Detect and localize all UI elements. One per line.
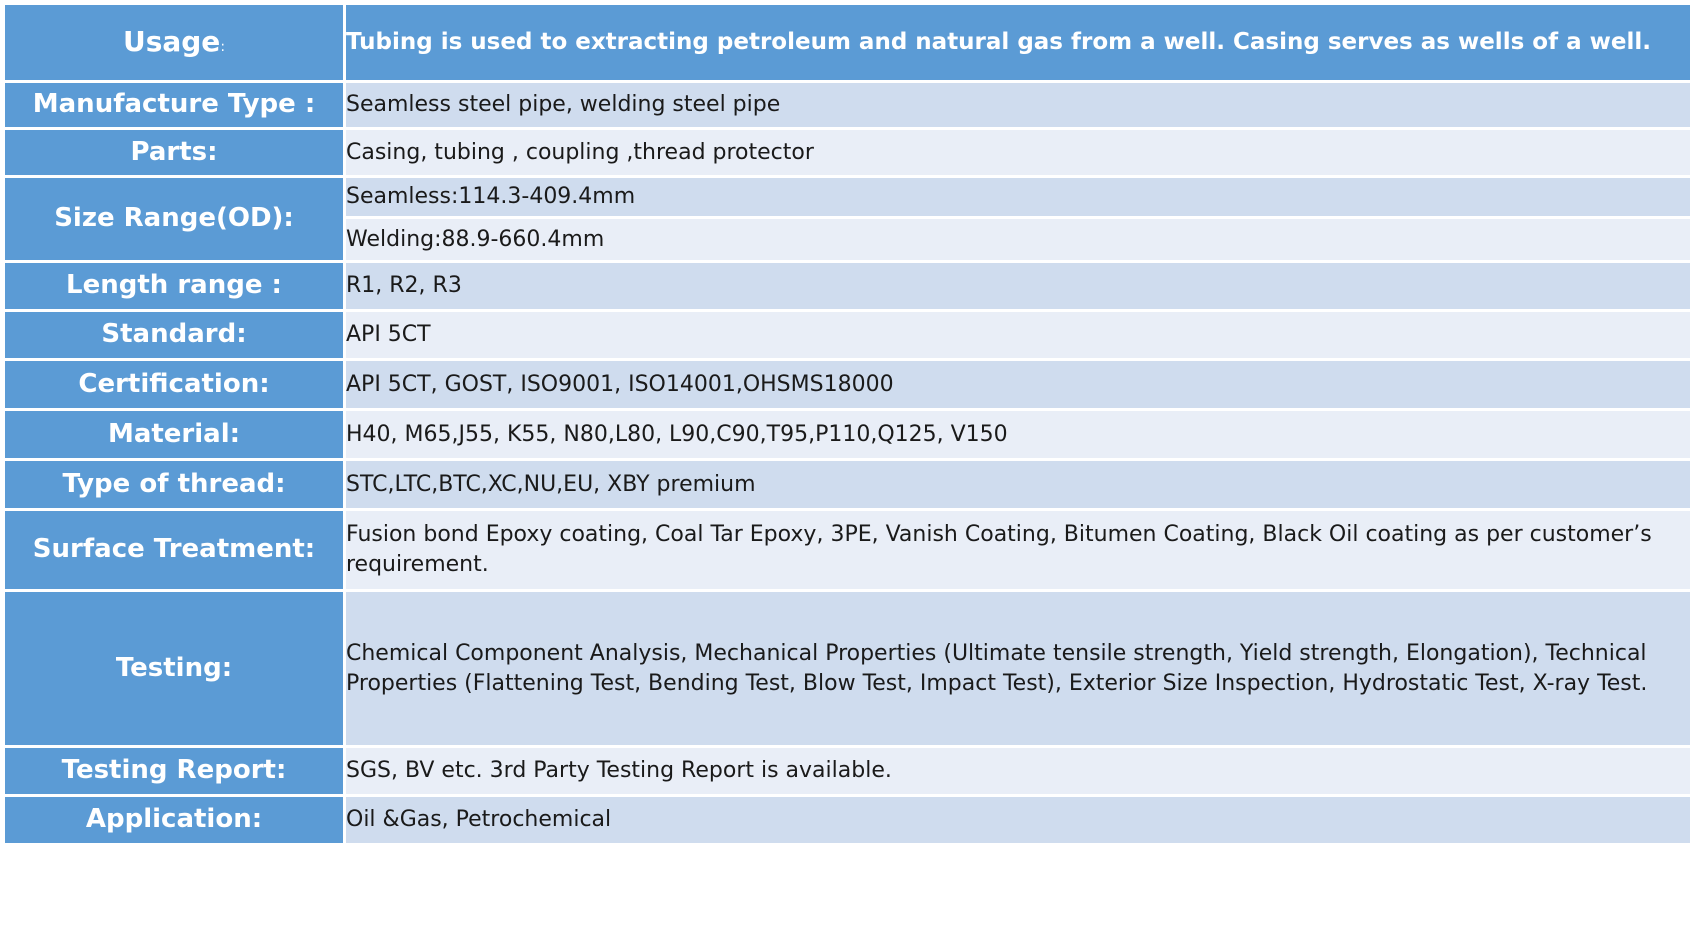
- testing-value: Chemical Component Analysis, Mechanical Properties (Ultimate tensile strength, Yield strength, Elongation), Technical Properties (Flattening Test, Bending Test, Blow Test, Impact Test), Exterior Size Inspection, Hydrostatic Test, X-ray Test.: [346, 592, 1690, 745]
- row-usage: [5, 5, 1690, 80]
- usage-label-suffix: :: [220, 39, 226, 56]
- certification-value: API 5CT, GOST, ISO9001, ISO14001,OHSMS18000: [346, 361, 1690, 408]
- row-thread-type: [5, 461, 1690, 508]
- thread-type-value: STC,LTC,BTC,XC,NU,EU, XBY premium: [346, 461, 1690, 508]
- usage-value: Tubing is used to extracting petroleum and natural gas from a well. Casing serves as wells of a well.: [346, 5, 1690, 80]
- testing-report-label: Testing Report:: [5, 748, 343, 794]
- manufacture-type-label: Manufacture Type :: [5, 83, 343, 127]
- spec-table: [2, 2, 1693, 846]
- row-testing: [5, 592, 1690, 745]
- application-label: Application:: [5, 797, 343, 843]
- row-manufacture-type: [5, 83, 1690, 127]
- parts-label: Parts:: [5, 130, 343, 175]
- row-parts: [5, 130, 1690, 175]
- manufacture-type-value: Seamless steel pipe, welding steel pipe: [346, 83, 1690, 127]
- size-range-welding-value: Welding:88.9-660.4mm: [346, 219, 1690, 260]
- standard-label: Standard:: [5, 312, 343, 358]
- parts-value: Casing, tubing , coupling ,thread protector: [346, 130, 1690, 175]
- row-length-range: [5, 263, 1690, 309]
- row-surface-treatment: [5, 511, 1690, 589]
- size-range-seamless-value: Seamless:114.3-409.4mm: [346, 178, 1690, 216]
- usage-label: [5, 5, 343, 80]
- standard-value: API 5CT: [346, 312, 1690, 358]
- row-size-range-seamless: [5, 178, 1690, 216]
- application-value: Oil &Gas, Petrochemical: [346, 797, 1690, 843]
- material-value: H40, M65,J55, K55, N80,L80, L90,C90,T95,P110,Q125, V150: [346, 411, 1690, 458]
- length-range-value: R1, R2, R3: [346, 263, 1690, 309]
- row-material: [5, 411, 1690, 458]
- usage-label-text: Usage: [122, 25, 221, 59]
- material-label: Material:: [5, 411, 343, 458]
- testing-report-value: SGS, BV etc. 3rd Party Testing Report is available.: [346, 748, 1690, 794]
- row-certification: [5, 361, 1690, 408]
- thread-type-label: Type of thread:: [5, 461, 343, 508]
- certification-label: Certification:: [5, 361, 343, 408]
- row-testing-report: [5, 748, 1690, 794]
- row-application: [5, 797, 1690, 843]
- size-range-label: Size Range(OD):: [5, 178, 343, 260]
- testing-label: Testing:: [5, 592, 343, 745]
- row-standard: [5, 312, 1690, 358]
- length-range-label: Length range :: [5, 263, 343, 309]
- surface-treatment-value: Fusion bond Epoxy coating, Coal Tar Epoxy, 3PE, Vanish Coating, Bitumen Coating, Black Oil coating as per customer’s requirement.: [346, 511, 1690, 589]
- surface-treatment-label: Surface Treatment:: [5, 511, 343, 589]
